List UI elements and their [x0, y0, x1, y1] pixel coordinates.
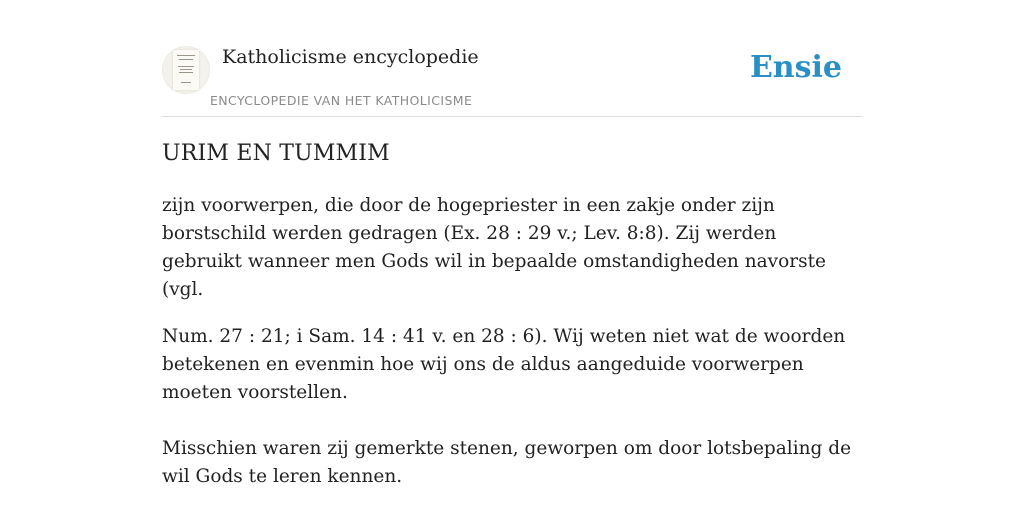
- site-header: [162, 0, 862, 117]
- entry-paragraph: Misschien waren zij gemerkte stenen, geworpen om door lotsbepaling de wil Gods te leren kennen.: [162, 438, 852, 487]
- entry-content: [162, 192, 862, 491]
- entry-paragraph: Num. 27 : 21; i Sam. 14 : 41 v. en 28 : 6). Wij weten niet wat de woorden betekenen en evenmin hoe wij ons de aldus aangeduide voorwerpen moeten voorstellen.: [162, 326, 846, 403]
- entry-title: URIM EN TUMMIM: [162, 141, 390, 166]
- book-cover-icon[interactable]: [162, 46, 210, 94]
- site-subtitle: ENCYCLOPEDIE VAN HET KATHOLICISME: [210, 93, 473, 108]
- page: [162, 0, 862, 487]
- site-title[interactable]: Katholicisme encyclopedie: [222, 46, 479, 68]
- ensie-logo-link[interactable]: Ensie: [749, 50, 842, 85]
- entry-paragraph: zijn voorwerpen, die door de hogepriester in een zakje onder zijn borstschild werden gedragen (Ex. 28 : 29 v.; Lev. 8:8). Zij werden gebruikt wanneer men Gods wil in bepaalde omstandigheden navorste (vgl.: [162, 195, 826, 300]
- book-cover-image: [173, 50, 199, 90]
